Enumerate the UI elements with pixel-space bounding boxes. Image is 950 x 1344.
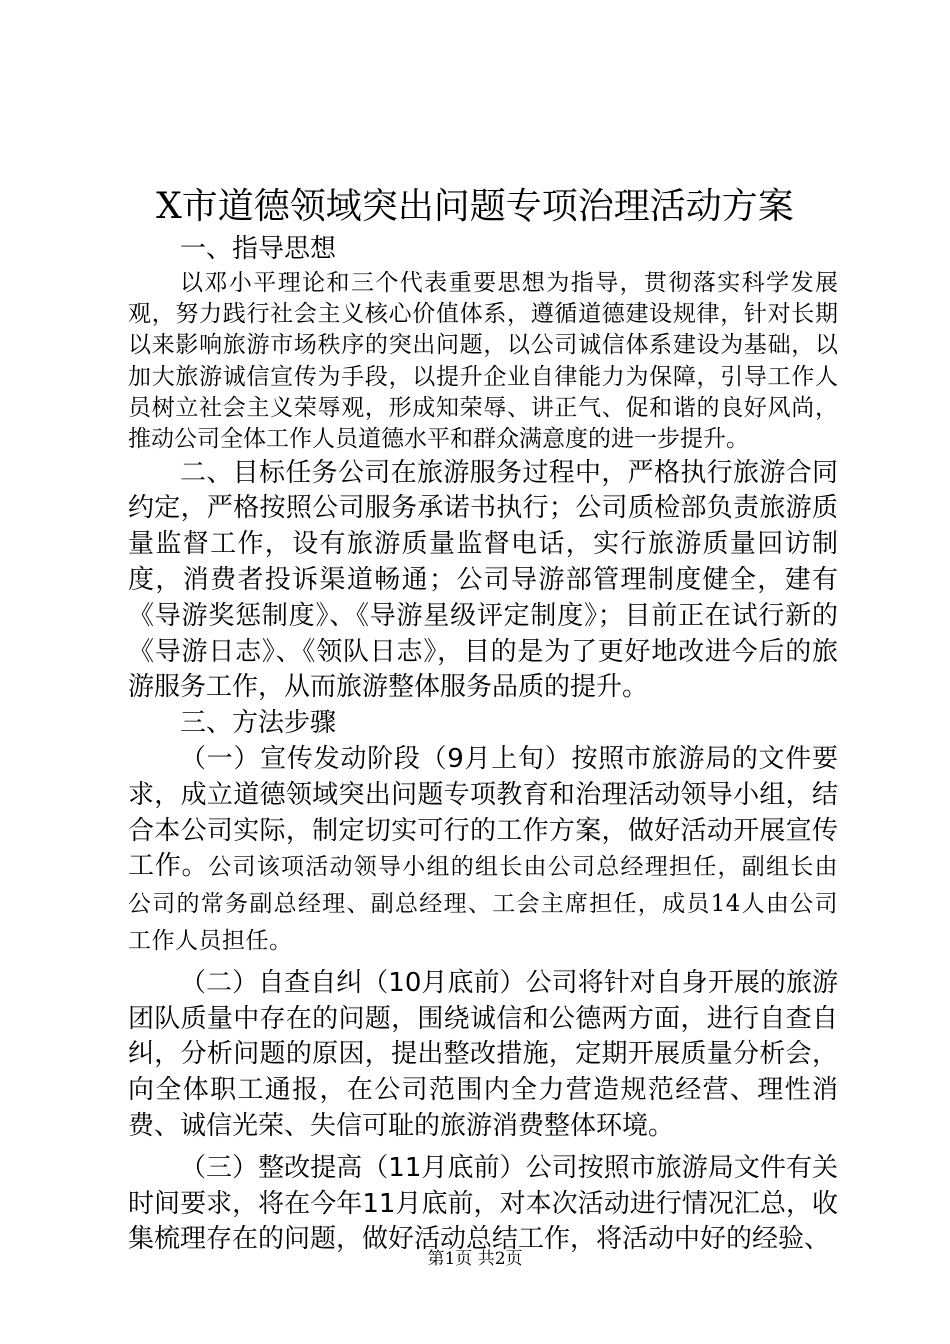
step-one-supplement-text: 公司该项活动领导小组的组长由公司总经理担任，副组长由公司的常务副总经理、副总经理、工会主席担任，成员14人由公司工作人员担任。 — [128, 854, 838, 954]
step-one-main-text: （一）宣传发动阶段（9月上旬）按照市旅游局的文件要求，成立道德领域突出问题专项教育和治理活动领导小组，结合本公司实际，制定切实可行的工作方案，做好活动开展宣传工作。 — [128, 743, 838, 882]
paragraph-goals-tasks: 二、目标任务公司在旅游服务过程中，严格执行旅游合同约定，严格按照公司服务承诺书执行；公司质检部负责旅游质量监督工作，设有旅游质量监督电话，实行旅游质量回访制度，消费者投诉渠道畅通；公司导游部管理制度健全，建有《导游奖惩制度》、《导游星级评定制度》；目前正在试行新的《导游日志》、《领队日志》，目的是为了更好地改进今后的旅游服务工作，从而旅游整体服务品质的提升。 — [128, 457, 838, 703]
document-body — [128, 232, 838, 1258]
page-footer: 第1页 共2页 — [427, 1249, 523, 1269]
paragraph-step-two: （二）自查自纠（10月底前）公司将针对自身开展的旅游团队质量中存在的问题，围绕诚信和公德两方面，进行自查自纠，分析问题的原因，提出整改措施，定期开展质量分析会，向全体职工通报，在公司范围内全力营造规范经营、理性消费、诚信光荣、失信可耻的旅游消费整体环境。 — [128, 967, 838, 1141]
paragraph-step-one — [128, 742, 838, 960]
paragraph-step-three: （三）整改提高（11月底前）公司按照市旅游局文件有关时间要求，将在今年11月底前，对本次活动进行情况汇总，收集梳理存在的问题，做好活动总结工作，将活动中好的经验、 — [128, 1152, 838, 1255]
page-title: X市道德领域突出问题专项治理活动方案 — [156, 186, 794, 227]
section-heading-guiding-ideology: 一、指导思想 — [180, 234, 337, 264]
paragraph-guiding-ideology: 以邓小平理论和三个代表重要思想为指导，贯彻落实科学发展观，努力践行社会主义核心价值体系，遵循道德建设规律，针对长期以来影响旅游市场秩序的突出问题，以公司诚信体系建设为基础，以加大旅游诚信宣传为手段，以提升企业自律能力为保障，引导工作人员树立社会主义荣辱观，形成知荣辱、讲正气、促和谐的良好风尚，推动公司全体工作人员道德水平和群众满意度的进一步提升。 — [128, 269, 838, 453]
section-heading-methods-steps: 三、方法步骤 — [180, 708, 337, 739]
